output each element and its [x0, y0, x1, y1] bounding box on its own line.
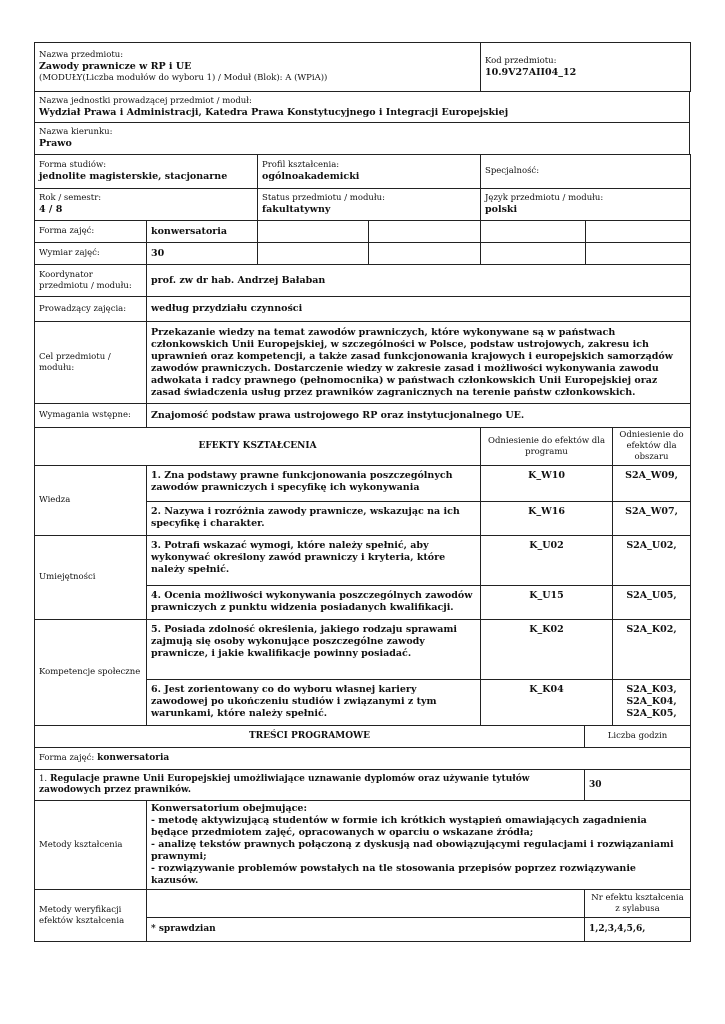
effect-program: K_K04	[481, 680, 613, 726]
program-item-hours: 30	[585, 770, 691, 801]
teachers-label: Prowadzący zajęcia:	[35, 297, 147, 322]
effect-text: 1. Zna podstawy prawne funkcjonowania poszczególnych zawodów prawniczych i specyfikę ich wykonywania	[147, 466, 481, 502]
knowledge-label: Wiedza	[35, 466, 147, 536]
verification-col-header: Nr efektu kształcenia z sylabusa	[585, 890, 691, 918]
teachers-value: według przydziału czynności	[147, 297, 691, 322]
empty-cell	[586, 243, 691, 265]
year-label: Rok / semestr:	[39, 193, 102, 203]
code-label: Kod przedmiotu:	[485, 55, 557, 66]
requirements-label: Wymagania wstępne:	[35, 404, 147, 428]
verification-table	[34, 889, 691, 942]
empty-cell	[481, 243, 586, 265]
coordinator-value: prof. zw dr hab. Andrzej Bałaban	[147, 265, 691, 297]
direction-label: Nazwa kierunku:	[39, 127, 113, 137]
empty-cell	[258, 221, 369, 243]
specialty-label: Specjalność:	[485, 166, 540, 176]
effect-program: K_U15	[481, 586, 613, 620]
study-form-label: Forma studiów:	[39, 160, 107, 170]
effects-col-program: Odniesienie do efektów dla programu	[481, 428, 613, 466]
year-value: 4 / 8	[39, 204, 63, 215]
effect-program: K_U02	[481, 536, 613, 586]
empty-cell	[586, 221, 691, 243]
unit-value: Wydział Prawa i Administracji, Katedra Prawa Konstytucyjnego i Integracji Europejskiej	[39, 106, 509, 118]
effects-table	[34, 427, 691, 726]
verification-method: * sprawdzian	[147, 918, 585, 942]
language-value: polski	[485, 204, 518, 215]
program-item-number: 1.	[39, 774, 48, 784]
table-row	[35, 620, 691, 680]
class-form-value: konwersatoria	[147, 221, 258, 243]
empty-cell	[147, 890, 585, 918]
program-title: TREŚCI PROGRAMOWE	[35, 726, 585, 748]
code-value: 10.9V27AII04_12	[485, 66, 577, 78]
subject-name: Zawody prawnicze w RP i UE	[39, 61, 192, 72]
program-table	[34, 725, 691, 770]
methods-label: Metody kształcenia	[35, 801, 147, 890]
empty-cell	[369, 221, 481, 243]
methods-table	[34, 800, 691, 890]
effect-area: S2A_K03, S2A_K04, S2A_K05,	[613, 680, 691, 726]
effect-area: S2A_W07,	[613, 502, 691, 536]
direction-value: Prawo	[39, 138, 72, 149]
empty-cell	[481, 221, 586, 243]
effect-text: 4. Ocenia możliwości wykonywania poszczególnych zawodów prawniczych z punktu widzenia posiadanych kwalifikacji.	[147, 586, 481, 620]
effect-text: 2. Nazywa i rozróżnia zawody prawnicze, wskazując na ich specyfikę i charakter.	[147, 502, 481, 536]
program-item-table	[34, 769, 691, 801]
header-table	[34, 42, 691, 92]
effect-area: S2A_U05,	[613, 586, 691, 620]
goal-label: Cel przedmiotu / modułu:	[35, 322, 147, 404]
profile-label: Profil kształcenia:	[262, 160, 340, 170]
program-item-text: Regulacje prawne Unii Europejskiej umożliwiające uznawanie dyplomów oraz używanie tytułów zawodowych przez prawników.	[39, 774, 530, 795]
goal-value: Przekazanie wiedzy na temat zawodów prawniczych, które wykonywane są w państwach członkowskich Unii Europejskiej, w szczególności w Polsce, podstaw ustrojowych, zakresu ich uprawnień oraz kompetencji, a także zasad funkcjonowania krajowych i europejskich samorządów zawodów prawniczych. Dostarczenie wiedzy w zakresie zasad i możliwości wykonywania zawodu adwokata i radcy prawnego (pełnomocnika) w państwach członkowskich Unii Europejskiej oraz zasad świadczenia usług przez prawników zagranicznych na terenie państw członkowskich.	[147, 322, 691, 404]
profile-value: ogólnoakademicki	[262, 171, 360, 182]
status-label: Status przedmiotu / modułu:	[262, 193, 385, 203]
effect-area: S2A_K02,	[613, 620, 691, 680]
class-form-table	[34, 220, 691, 265]
effect-area: S2A_U02,	[613, 536, 691, 586]
table-row	[35, 770, 691, 801]
effect-program: K_W16	[481, 502, 613, 536]
effects-col-area: Odniesienie do efektów dla obszaru	[613, 428, 691, 466]
syllabus-document	[34, 42, 690, 942]
social-label: Kompetencje społeczne	[35, 620, 147, 726]
effects-title: EFEKTY KSZTAŁCENIA	[35, 428, 481, 466]
effect-text: 5. Posiada zdolność określenia, jakiego rodzaju sprawami zajmują się osoby wykonujące poszczególne zawody prawnicze, i jakie kwalifikacje powinny posiadać.	[147, 620, 481, 680]
hours-label: Wymiar zajęć:	[35, 243, 147, 265]
subject-module: (MODUŁY(Liczba modułów do wyboru 1) / Moduł (Blok): A (WPiA))	[39, 73, 328, 83]
effect-program: K_K02	[481, 620, 613, 680]
program-hours-label: Liczba godzin	[585, 726, 691, 748]
coordinator-label: Koordynator przedmiotu / modułu:	[35, 265, 147, 297]
program-form-value: konwersatoria	[97, 753, 170, 763]
methods-value: Konwersatorium obejmujące: - metodę aktywizującą studentów w formie ich krótkich wystąpień omawiających zagadnienia będące przedmiotem zajęć, opracowanych w oparciu o wskazane źródła; - analizę tekstów prawnych połączoną z dyskusją nad obowiązującymi regulacjami i rozwiązaniami prawnymi; - rozwiązywanie problemów powstałych na tle stosowania przepisów poprzez rozwiązywanie kazusów.	[147, 801, 691, 890]
empty-cell	[258, 243, 369, 265]
status-value: fakultatywny	[262, 204, 331, 215]
table-row	[35, 536, 691, 586]
hours-value: 30	[147, 243, 258, 265]
course-details-table	[34, 264, 691, 428]
verification-label: Metody weryfikacji efektów kształcenia	[35, 890, 147, 942]
empty-cell	[369, 243, 481, 265]
subject-label: Nazwa przedmiotu:	[39, 50, 124, 60]
skills-label: Umiejętności	[35, 536, 147, 620]
requirements-value: Znajomość podstaw prawa ustrojowego RP oraz instytucjonalnego UE.	[147, 404, 691, 428]
language-label: Język przedmiotu / modułu:	[485, 193, 604, 203]
effect-program: K_W10	[481, 466, 613, 502]
unit-label: Nazwa jednostki prowadzącej przedmiot / moduł:	[39, 95, 252, 106]
table-row	[35, 466, 691, 502]
study-form-value: jednolite magisterskie, stacjonarne	[39, 171, 228, 182]
program-form-label: Forma zajęć:	[39, 753, 95, 763]
effect-area: S2A_W09,	[613, 466, 691, 502]
unit-table	[34, 91, 690, 155]
effect-text: 3. Potrafi wskazać wymogi, które należy spełnić, aby wykonywać określony zawód prawniczy i kryteria, które należy spełnić.	[147, 536, 481, 586]
effect-text: 6. Jest zorientowany co do wyboru własnej kariery zawodowej po ukończeniu studiów i związanymi z tym warunkami, które należy spełnić.	[147, 680, 481, 726]
class-form-label: Forma zajęć:	[35, 221, 147, 243]
study-info-table	[34, 154, 691, 221]
verification-effects: 1,2,3,4,5,6,	[585, 918, 691, 942]
